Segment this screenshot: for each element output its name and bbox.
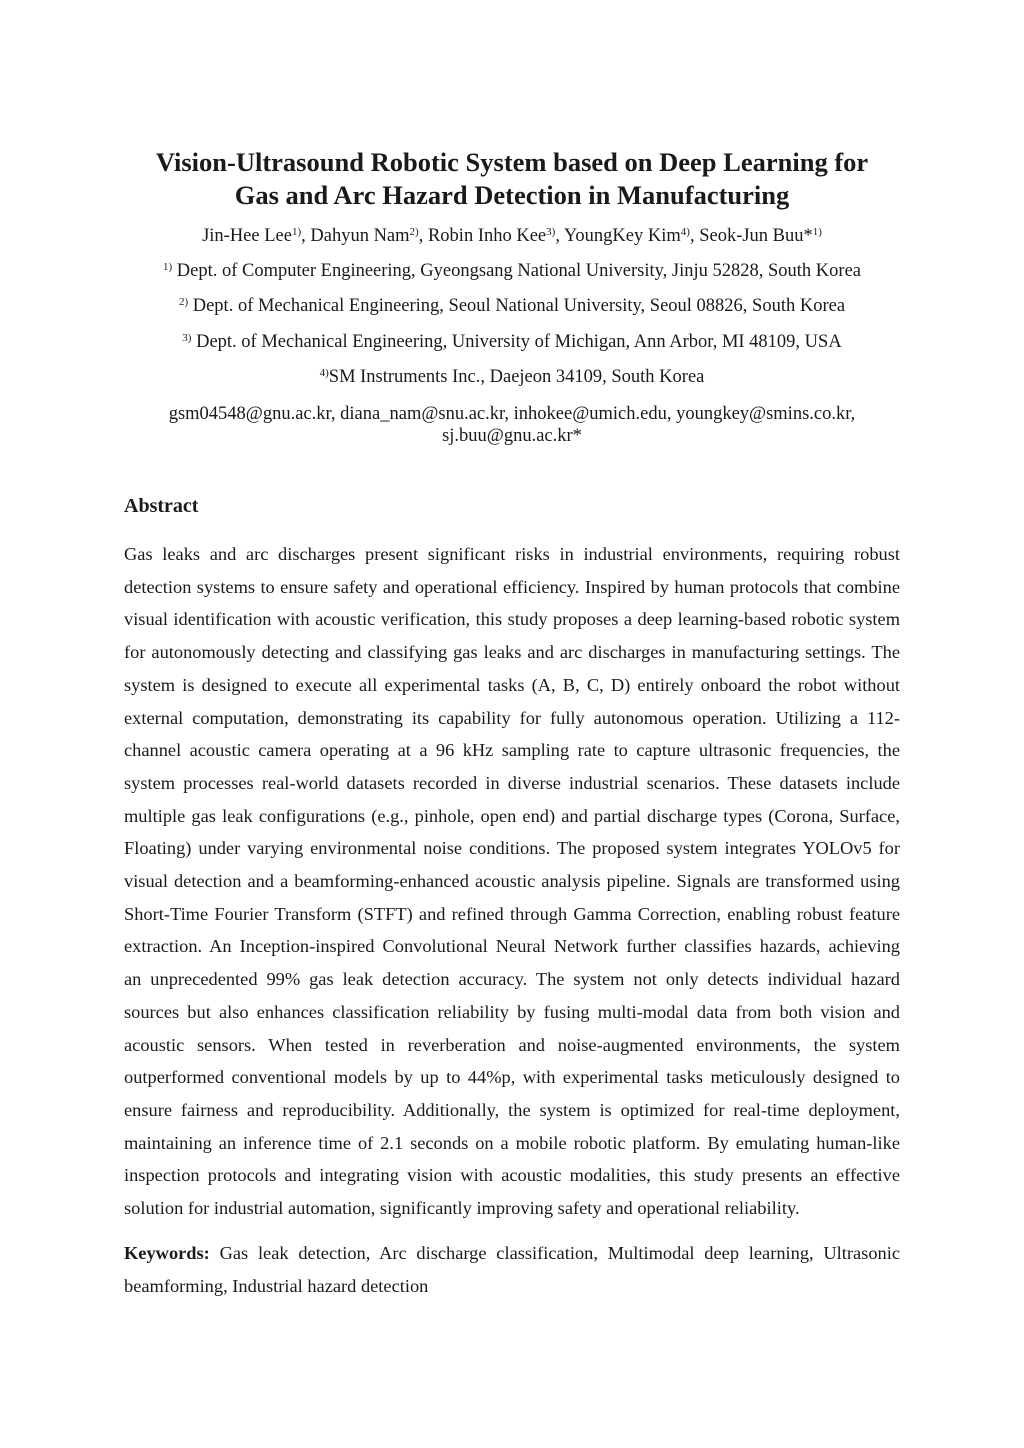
author-separator: , — [301, 226, 311, 246]
author-affil-mark: 1) — [812, 226, 822, 238]
keywords-line-1 — [124, 1237, 900, 1270]
abstract-line: visual identification with acoustic verification, this study proposes a deep learning-based robotic system — [124, 609, 900, 630]
abstract-line: visual detection and a beamforming-enhanced acoustic analysis pipeline. Signals are transformed using — [124, 871, 900, 892]
affiliation-text: Dept. of Computer Engineering, Gyeongsang National University, Jinju 52828, South Korea — [176, 261, 861, 281]
author-separator: , — [418, 226, 428, 246]
abstract-line: system processes real-world datasets recorded in diverse industrial scenarios. These datasets include — [124, 772, 900, 793]
affiliation-text: Dept. of Mechanical Engineering, Seoul National University, Seoul 08826, South Korea — [192, 296, 846, 316]
affiliation-mark: 3) — [182, 332, 192, 344]
author — [428, 226, 564, 246]
abstract-line: an unprecedented 99% gas leak detection accuracy. The system not only detects individual hazard — [124, 969, 900, 990]
affiliation-mark: 1) — [162, 261, 173, 273]
abstract-line: acoustic sensors. When tested in reverberation and noise-augmented environments, the system — [124, 1034, 900, 1055]
abstract-line: sources but also enhances classification reliability by fusing multi-modal data from both vision and — [124, 1001, 900, 1022]
affiliation-4 — [60, 365, 964, 389]
author — [564, 226, 699, 246]
paper-title — [100, 146, 924, 212]
abstract-line: extraction. An Inception-inspired Convolutional Neural Network further classifies hazards, achieving — [124, 936, 900, 957]
title-line-2: Gas and Arc Hazard Detection in Manufacturing — [234, 180, 790, 210]
abstract-line: detection systems to ensure safety and operational efficiency. Inspired by human protocols that combine — [124, 576, 900, 597]
author-separator: , — [689, 226, 700, 246]
keywords-text: Gas leak detection, Arc discharge classification, Multimodal deep learning, Ultrasonic — [219, 1243, 900, 1263]
author-separator: , — [555, 226, 564, 246]
affiliation-mark: 2) — [178, 296, 189, 308]
author — [310, 226, 428, 246]
author-affil-mark: 4) — [680, 226, 690, 238]
abstract-body — [124, 538, 900, 1225]
affiliation-mark: 4) — [319, 367, 329, 379]
author-affil-mark: 1) — [291, 226, 302, 238]
abstract-line: channel acoustic camera operating at a 96 kHz sampling rate to capture ultrasonic frequencies, the — [124, 740, 900, 761]
abstract-heading: Abstract — [124, 495, 199, 517]
author-name: Robin Inho Kee — [427, 226, 547, 246]
abstract-line: system is designed to execute all experimental tasks (A, B, C, D) entirely onboard the robot without — [124, 674, 900, 695]
keywords-line-2: beamforming, Industrial hazard detection — [124, 1275, 429, 1296]
author-name: Seok-Jun Buu* — [699, 226, 813, 246]
abstract-line: inspection protocols and integrating vision with acoustic modalities, this study presents an effective — [124, 1165, 900, 1186]
author-affil-mark: 3) — [546, 226, 556, 238]
affiliation-1 — [60, 259, 964, 283]
keywords-section — [124, 1237, 900, 1302]
abstract-line: maintaining an inference time of 2.1 seconds on a mobile robotic platform. By emulating human-like — [124, 1132, 900, 1153]
abstract-line: external computation, demonstrating its capability for fully autonomous operation. Utilizing a 112- — [124, 707, 900, 728]
keywords-label: Keywords: — [124, 1243, 210, 1263]
abstract-line: Gas leaks and arc discharges present significant risks in industrial environments, requiring robust — [124, 544, 900, 564]
author-affil-mark: 2) — [409, 226, 419, 238]
affiliation-text: Dept. of Mechanical Engineering, University of Michigan, Ann Arbor, MI 48109, USA — [196, 332, 842, 352]
author — [202, 226, 310, 246]
author-name: YoungKey Kim — [563, 226, 681, 246]
author-name: Jin-Hee Lee — [202, 226, 292, 246]
abstract-line: Short-Time Fourier Transform (STFT) and refined through Gamma Correction, enabling robust feature — [124, 903, 900, 924]
author — [699, 226, 822, 246]
abstract-line: for autonomously detecting and classifying gas leaks and arc discharges in manufacturing settings. The — [124, 642, 900, 663]
title-line-1: Vision-Ultrasound Robotic System based on Deep Learning for — [155, 147, 869, 177]
author-list — [80, 224, 944, 248]
abstract-line: solution for industrial automation, significantly improving safety and operational reliability. — [124, 1198, 800, 1219]
abstract-line: outperformed conventional models by up to 44%p, with experimental tasks meticulously designed to — [124, 1067, 900, 1088]
abstract-line: multiple gas leak configurations (e.g., pinhole, open end) and partial discharge types (Corona, Surface, — [124, 805, 900, 826]
abstract-line: ensure fairness and reproducibility. Additionally, the system is optimized for real-time deployment, — [124, 1099, 900, 1120]
affiliation-3 — [60, 330, 964, 354]
affiliation-2 — [60, 294, 964, 318]
email-line-1: gsm04548@gnu.ac.kr, diana_nam@snu.ac.kr, inhokee@umich.edu, youngkey@smins.co.kr, — [168, 404, 856, 424]
contact-emails — [120, 403, 904, 447]
affiliation-text: SM Instruments Inc., Daejeon 34109, South Korea — [328, 367, 705, 387]
abstract-line: Floating) under varying environmental noise conditions. The proposed system integrates YOLOv5 for — [124, 838, 900, 859]
email-line-2: sj.buu@gnu.ac.kr* — [442, 426, 582, 446]
author-name: Dahyun Nam — [310, 226, 410, 246]
